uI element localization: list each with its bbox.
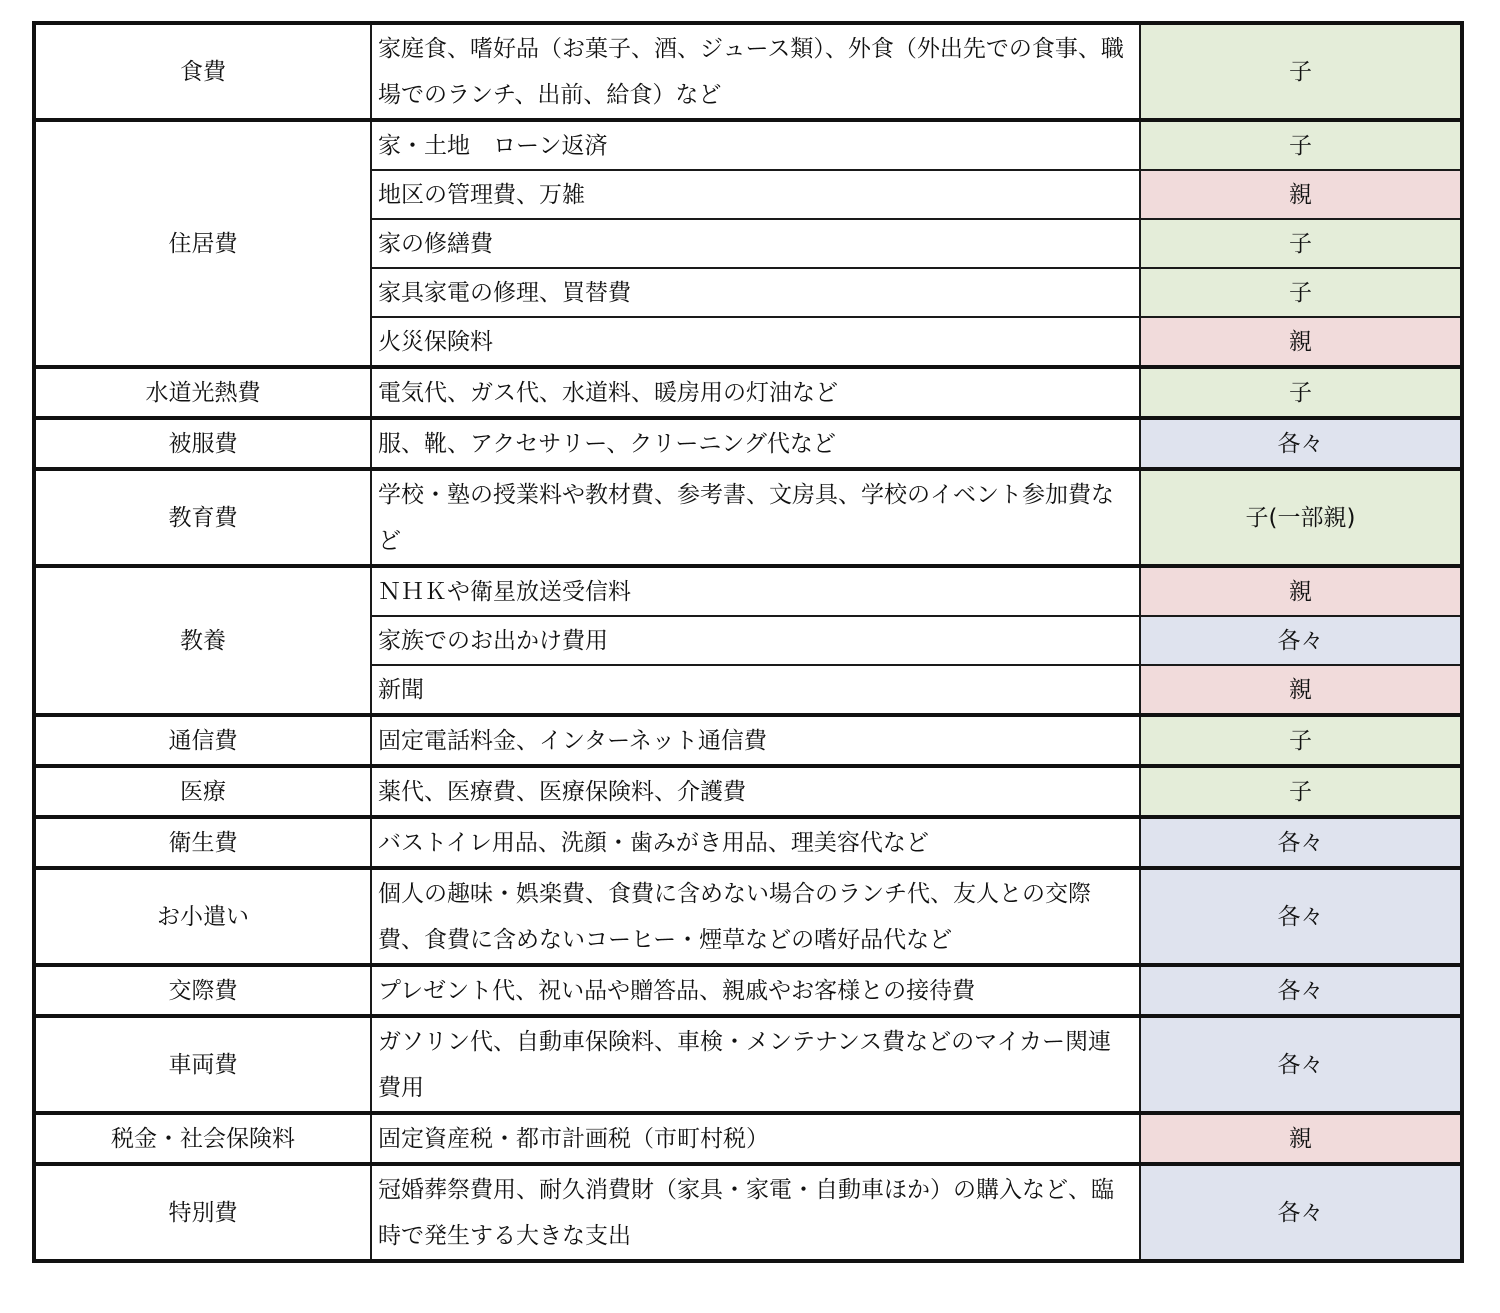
table-row	[34, 367, 1462, 418]
payer-cell: 子	[1140, 23, 1462, 120]
category-cell: 通信費	[34, 715, 371, 766]
payer-cell: 各々	[1140, 1016, 1462, 1113]
description-cell: 服、靴、アクセサリー、クリーニング代など	[371, 418, 1140, 469]
description-cell: 家の修繕費	[371, 219, 1140, 268]
description-cell: 家庭食、嗜好品（お菓子、酒、ジュース類）、外食（外出先での食事、職場でのランチ、出前、給食）など	[371, 23, 1140, 120]
description-cell: 新聞	[371, 665, 1140, 715]
payer-cell: 各々	[1140, 418, 1462, 469]
description-cell: 固定電話料金、インターネット通信費	[371, 715, 1140, 766]
table-row	[34, 469, 1462, 566]
description-cell: プレゼント代、祝い品や贈答品、親戚やお客様との接待費	[371, 965, 1140, 1016]
description-cell: ＮＨＫや衛星放送受信料	[371, 566, 1140, 616]
description-cell: 薬代、医療費、医療保険料、介護費	[371, 766, 1140, 817]
payer-cell: 親	[1140, 566, 1462, 616]
category-cell: 衛生費	[34, 817, 371, 868]
payer-cell: 各々	[1140, 616, 1462, 665]
category-cell: 交際費	[34, 965, 371, 1016]
payer-cell: 子	[1140, 219, 1462, 268]
table-row	[34, 1113, 1462, 1164]
table-row	[34, 766, 1462, 817]
payer-cell: 子	[1140, 715, 1462, 766]
category-cell: 教養	[34, 566, 371, 715]
category-cell: 医療	[34, 766, 371, 817]
payer-cell: 各々	[1140, 1164, 1462, 1261]
category-cell: 水道光熱費	[34, 367, 371, 418]
table-body	[34, 23, 1462, 1261]
payer-cell: 親	[1140, 317, 1462, 367]
table-row	[34, 120, 1462, 170]
table-row	[34, 1164, 1462, 1261]
category-cell: 車両費	[34, 1016, 371, 1113]
payer-cell: 各々	[1140, 965, 1462, 1016]
description-cell: 学校・塾の授業料や教材費、参考書、文房具、学校のイベント参加費など	[371, 469, 1140, 566]
table-row	[34, 566, 1462, 616]
table-row	[34, 817, 1462, 868]
description-cell: 火災保険料	[371, 317, 1140, 367]
description-cell: 個人の趣味・娯楽費、食費に含めない場合のランチ代、友人との交際費、食費に含めないコーヒー・煙草などの嗜好品代など	[371, 868, 1140, 965]
category-cell: 被服費	[34, 418, 371, 469]
category-cell: 住居費	[34, 120, 371, 367]
payer-cell: 親	[1140, 665, 1462, 715]
payer-cell: 子	[1140, 268, 1462, 317]
description-cell: 家・土地 ローン返済	[371, 120, 1140, 170]
table-row	[34, 23, 1462, 120]
category-cell: お小遣い	[34, 868, 371, 965]
description-cell: 固定資産税・都市計画税（市町村税）	[371, 1113, 1140, 1164]
description-cell: バストイレ用品、洗顔・歯みがき用品、理美容代など	[371, 817, 1140, 868]
payer-cell: 子	[1140, 120, 1462, 170]
description-cell: 家族でのお出かけ費用	[371, 616, 1140, 665]
payer-cell: 各々	[1140, 868, 1462, 965]
category-cell: 税金・社会保険料	[34, 1113, 371, 1164]
payer-cell: 子(一部親)	[1140, 469, 1462, 566]
payer-cell: 子	[1140, 367, 1462, 418]
description-cell: 冠婚葬祭費用、耐久消費財（家具・家電・自動車ほか）の購入など、臨時で発生する大きな支出	[371, 1164, 1140, 1261]
expense-allocation-table	[32, 21, 1464, 1263]
table-row	[34, 1016, 1462, 1113]
table-row	[34, 715, 1462, 766]
description-cell: 電気代、ガス代、水道料、暖房用の灯油など	[371, 367, 1140, 418]
category-cell: 食費	[34, 23, 371, 120]
table-row	[34, 965, 1462, 1016]
table-row	[34, 868, 1462, 965]
category-cell: 教育費	[34, 469, 371, 566]
description-cell: 地区の管理費、万雑	[371, 170, 1140, 219]
category-cell: 特別費	[34, 1164, 371, 1261]
payer-cell: 親	[1140, 170, 1462, 219]
payer-cell: 子	[1140, 766, 1462, 817]
table-row	[34, 418, 1462, 469]
description-cell: 家具家電の修理、買替費	[371, 268, 1140, 317]
payer-cell: 各々	[1140, 817, 1462, 868]
description-cell: ガソリン代、自動車保険料、車検・メンテナンス費などのマイカー関連費用	[371, 1016, 1140, 1113]
payer-cell: 親	[1140, 1113, 1462, 1164]
